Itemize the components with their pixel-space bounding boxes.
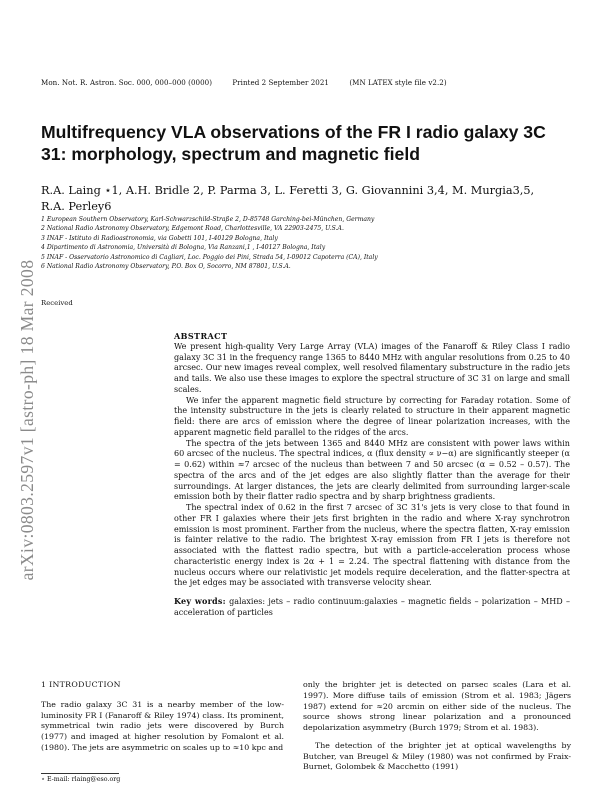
- paper-title: Multifrequency VLA observations of the FR I radio galaxy 3C 31: morphology, spectrum and magnetic field: [41, 122, 546, 164]
- author-list: R.A. Laing ⋆1, A.H. Bridle 2, P. Parma 3, L. Feretti 3, G. Giovannini 3,4, M. Murgia3,5, R.A. Perley6: [41, 184, 535, 213]
- keywords-text: galaxies: jets – radio continuum:galaxies – magnetic fields – polarization – MHD – acceleration of particles: [174, 597, 571, 617]
- affiliation-item: 1 European Southern Observatory, Karl-Schwarzschild-Straße 2, D-85748 Garching-bei-München, Germany: [41, 216, 375, 223]
- style-file-note: (MN LATEX style file v2.2): [349, 78, 447, 87]
- introduction-left-column: [41, 680, 284, 754]
- abstract-paragraph: The spectra of the jets between 1365 and 8440 MHz are consistent with power laws within 60 arcsec of the nucleus. The spectral indices, α (flux density ∝ ν−α) are significantly steeper (α = 0.62) within ≈7 arcsec of the nucleus than between 7 and 50 arcsec (α = 0.52 – 0.57). The spectra of the arcs and of the jet edges are also slightly flatter than the average for their surroundings. At larger distances, the jets are clearly delimited from surrounding larger-scale emission both by their flatter radio spectra and by sharp brightness gradients.: [174, 438, 570, 502]
- affiliation-item: 5 INAF - Osservatorio Astronomico di Cagliari, Loc. Poggio dei Pini, Strada 54, I-09012 Capoterra (CA), Italy: [41, 253, 378, 261]
- introduction-right-column: [303, 680, 571, 773]
- section-heading-introduction: 1 INTRODUCTION: [41, 680, 121, 689]
- body-paragraph: The radio galaxy 3C 31 is a nearby member of the low-luminosity FR I (Fanaroff & Riley 1974) class. Its prominent, symmetrical twin radio jets were discovered by Burch (1977) and imaged at higher resolution by Fomalont et al. (1980). The jets are asymmetric on scales up to ≈10 kpc and: [41, 699, 284, 752]
- print-date: Printed 2 September 2021: [232, 78, 329, 87]
- journal-reference: Mon. Not. R. Astron. Soc. 000, 000–000 (0000): [41, 78, 213, 87]
- footnote-divider: [41, 773, 119, 774]
- received-line: Received: [41, 299, 73, 307]
- affiliation-item: 3 INAF - Istituto di Radioastronomia, via Gobetti 101, I-40129 Bologna, Italy: [41, 234, 278, 242]
- email-footnote: ⋆ E-mail: rlaing@eso.org: [41, 776, 121, 783]
- affiliation-item: 2 National Radio Astronomy Observatory, Edgemont Road, Charlottesville, VA 22903-2475, U.S.A.: [41, 225, 344, 233]
- abstract-paragraph: We infer the apparent magnetic field structure by correcting for Faraday rotation. Some of the intensity substructure in the jets is clearly related to structure in their apparent magnetic field: there are arcs of emission where the degree of linear polarization increases, with the apparent magnetic field parallel to the ridges of the arcs.: [174, 395, 570, 437]
- abstract-section: [174, 331, 570, 619]
- abstract-heading: ABSTRACT: [174, 331, 228, 341]
- affiliation-item: 4 Dipartimento di Astronomia, Università di Bologna, Via Ranzani,1 , I-40127 Bologna, Italy: [41, 244, 326, 252]
- abstract-paragraph: The spectral index of 0.62 in the first 7 arcsec of 3C 31's jets is very close to that found in other FR I galaxies where their jets first brighten in the radio and where X-ray synchrotron emission is most prominent. Farther from the nucleus, where the spectra flatten, X-ray emission is fainter relative to the radio. The brightest X-ray emission from FR I jets is therefore not associated with the flattest radio spectra, but with a particle-acceleration process whose characteristic energy index is 2α + 1 = 2.24. The spectral flattening with distance from the nucleus occurs where our relativistic jet models require deceleration, and the flatter-spectra at the jet edges may be associated with transverse velocity shear.: [174, 503, 570, 588]
- keywords-line: [174, 596, 570, 619]
- affiliation-list: [41, 215, 561, 271]
- body-paragraph: The detection of the brighter jet at optical wavelengths by Butcher, van Breugel & Miley (1980) was not confirmed by Fraix-Burnet, Golombek & Macchetto (1991): [303, 740, 571, 772]
- running-header: [41, 78, 465, 87]
- abstract-paragraph: We present high-quality Very Large Array (VLA) images of the Fanaroff & Riley Class I radio galaxy 3C 31 in the frequency range 1365 to 8440 MHz with angular resolutions from 0.25 to 40 arcsec. Our new images reveal complex, well resolved filamentary substructure in the radio jets and tails. We also use these images to explore the spectral structure of 3C 31 on large and small scales.: [174, 341, 570, 394]
- affiliation-item: 6 National Radio Astronomy Observatory, P.O. Box O, Socorro, NM 87801, U.S.A.: [41, 263, 291, 271]
- body-paragraph: only the brighter jet is detected on parsec scales (Lara et al. 1997). More diffuse tails of emission (Strom et al. 1983; Jägers 1987) extend for ≈20 arcmin on either side of the nucleus. The source shows strong linear polarization and a pronounced depolarization asymmetry (Burch 1979; Strom et al. 1983).: [303, 680, 571, 732]
- keywords-label: Key words:: [174, 596, 226, 606]
- arxiv-identifier-stamp: arXiv:0803.2597v1 [astro-ph] 18 Mar 2008: [17, 259, 37, 581]
